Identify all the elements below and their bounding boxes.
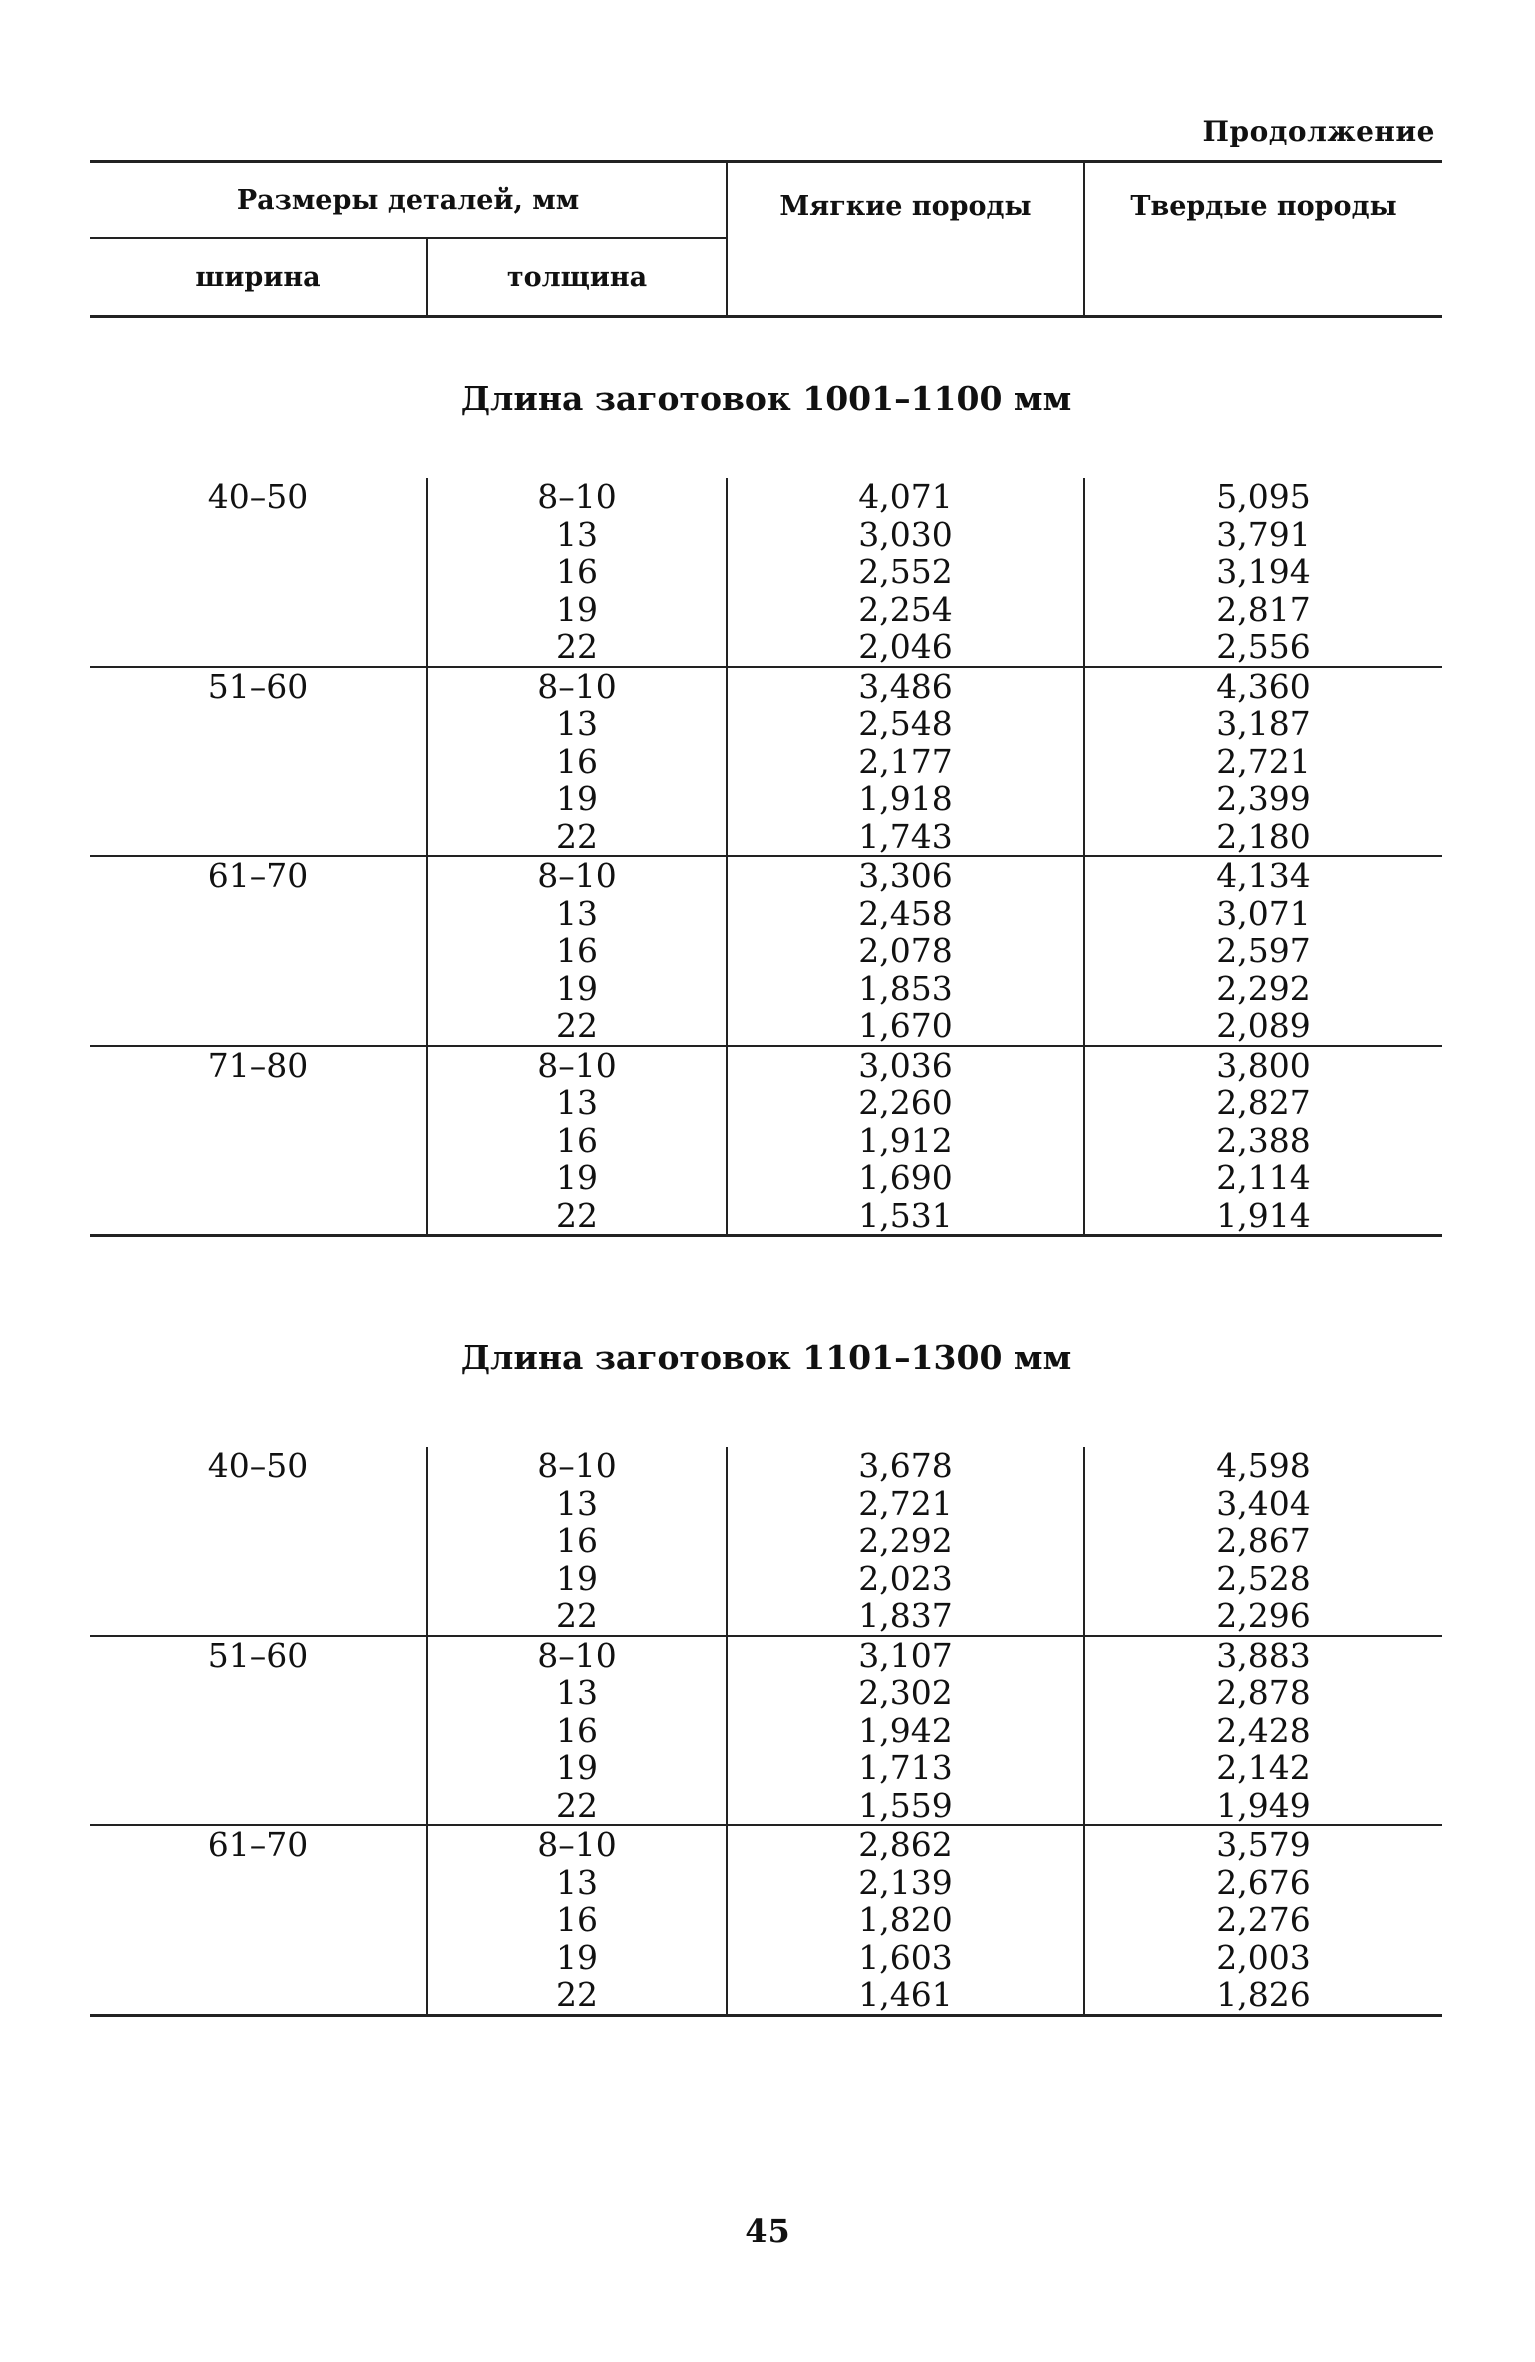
soft-cell (727, 856, 1084, 1046)
soft-value: 2,552 (858, 552, 953, 591)
data-table (90, 160, 1442, 2017)
soft-cell (727, 478, 1084, 667)
thickness-value: 16 (556, 741, 598, 781)
hard-value: 1,826 (1216, 1975, 1311, 2014)
thickness-value: 16 (556, 1900, 598, 1939)
continuation-label: Продолжение (1202, 115, 1435, 148)
hard-cell (1084, 1447, 1442, 1636)
soft-value: 4,071 (858, 477, 953, 516)
soft-value: 2,078 (858, 931, 953, 970)
hard-value: 3,194 (1216, 552, 1311, 591)
thickness-value: 19 (556, 779, 598, 818)
thickness-cell (427, 1636, 727, 1826)
soft-value: 1,531 (858, 1195, 953, 1235)
table-row (90, 1825, 1442, 2015)
thickness-value: 16 (556, 1120, 598, 1160)
hard-value: 2,867 (1216, 1521, 1311, 1560)
header-soft: Мягкие породы (727, 162, 1084, 317)
page-number: 45 (745, 2212, 790, 2250)
hard-value: 3,187 (1216, 704, 1311, 743)
soft-value: 1,713 (858, 1748, 953, 1787)
hard-value: 2,114 (1216, 1158, 1311, 1197)
hard-value: 3,579 (1216, 1825, 1311, 1864)
section-title: Длина заготовок 1101–1300 мм (460, 1337, 1072, 1377)
thickness-cell (427, 856, 727, 1046)
hard-value: 3,071 (1216, 893, 1311, 933)
thickness-value: 22 (556, 1006, 598, 1045)
thickness-value: 13 (556, 1483, 598, 1523)
hard-value: 2,296 (1216, 1596, 1311, 1635)
thickness-cell (427, 1447, 727, 1636)
soft-value: 2,046 (858, 627, 953, 666)
soft-value: 2,721 (858, 1483, 953, 1523)
hard-value: 2,817 (1216, 589, 1311, 629)
header-dimensions: Размеры деталей, мм (90, 162, 727, 239)
hard-value: 2,528 (1216, 1558, 1311, 1598)
thickness-value: 13 (556, 514, 598, 554)
soft-value: 3,036 (858, 1045, 953, 1085)
thickness-value: 8–10 (537, 1635, 617, 1675)
hard-value: 4,134 (1216, 856, 1311, 895)
soft-cell (727, 1636, 1084, 1826)
thickness-value: 16 (556, 1521, 598, 1560)
hard-value: 2,388 (1216, 1120, 1311, 1160)
hard-value: 2,676 (1216, 1862, 1311, 1902)
hard-value: 3,404 (1216, 1483, 1311, 1523)
soft-value: 2,292 (858, 1521, 953, 1560)
hard-cell (1084, 478, 1442, 667)
table-row (90, 667, 1442, 857)
hard-value: 4,598 (1216, 1446, 1311, 1485)
hard-value: 2,597 (1216, 931, 1311, 970)
soft-cell (727, 667, 1084, 857)
thickness-value: 8–10 (537, 1045, 617, 1085)
soft-value: 3,486 (858, 666, 953, 706)
soft-value: 1,461 (858, 1975, 953, 2014)
thickness-value: 8–10 (537, 856, 617, 895)
hard-value: 1,914 (1216, 1195, 1311, 1235)
thickness-value: 13 (556, 1673, 598, 1712)
soft-value: 1,942 (858, 1710, 953, 1750)
thickness-value: 13 (556, 704, 598, 743)
thickness-value: 8–10 (537, 1825, 617, 1864)
thickness-value: 8–10 (537, 477, 617, 516)
header-width: ширина (90, 238, 427, 317)
soft-value: 2,177 (858, 741, 953, 781)
hard-cell (1084, 1825, 1442, 2015)
hard-value: 3,800 (1216, 1045, 1311, 1085)
soft-value: 1,820 (858, 1900, 953, 1939)
thickness-value: 22 (556, 1785, 598, 1825)
hard-value: 2,292 (1216, 968, 1311, 1008)
thickness-value: 19 (556, 1558, 598, 1598)
hard-value: 1,949 (1216, 1785, 1311, 1825)
hard-value: 2,721 (1216, 741, 1311, 781)
thickness-value: 22 (556, 627, 598, 666)
header-hard: Твердые породы (1084, 162, 1442, 317)
soft-value: 2,862 (858, 1825, 953, 1864)
soft-value: 1,912 (858, 1120, 953, 1160)
thickness-value: 22 (556, 1596, 598, 1635)
thickness-cell (427, 1046, 727, 1236)
table-row (90, 856, 1442, 1046)
hard-value: 2,276 (1216, 1900, 1311, 1939)
soft-value: 1,837 (858, 1596, 953, 1635)
thickness-value: 19 (556, 968, 598, 1008)
hard-cell (1084, 856, 1442, 1046)
hard-value: 2,827 (1216, 1083, 1311, 1122)
thickness-value: 16 (556, 552, 598, 591)
soft-value: 3,030 (858, 514, 953, 554)
hard-value: 2,003 (1216, 1937, 1311, 1977)
thickness-value: 8–10 (537, 1446, 617, 1485)
soft-value: 2,023 (858, 1558, 953, 1598)
soft-value: 2,260 (858, 1083, 953, 1122)
soft-value: 2,139 (858, 1862, 953, 1902)
table-row (90, 478, 1442, 667)
width-cell: 40–50 (90, 478, 427, 667)
soft-cell (727, 1825, 1084, 2015)
soft-value: 1,670 (858, 1006, 953, 1045)
hard-value: 5,095 (1216, 477, 1311, 516)
soft-value: 1,918 (858, 779, 953, 818)
thickness-value: 13 (556, 1083, 598, 1122)
hard-value: 3,791 (1216, 514, 1311, 554)
hard-value: 2,180 (1216, 816, 1311, 856)
hard-value: 2,142 (1216, 1748, 1311, 1787)
thickness-value: 16 (556, 931, 598, 970)
soft-value: 3,678 (858, 1446, 953, 1485)
thickness-value: 19 (556, 1748, 598, 1787)
width-cell: 51–60 (90, 667, 427, 857)
hard-cell (1084, 1046, 1442, 1236)
thickness-value: 19 (556, 1158, 598, 1197)
soft-value: 3,107 (858, 1635, 953, 1675)
hard-value: 2,089 (1216, 1006, 1311, 1045)
thickness-value: 22 (556, 816, 598, 856)
soft-value: 1,690 (858, 1158, 953, 1197)
thickness-value: 22 (556, 1195, 598, 1235)
header-thickness: толщина (427, 238, 727, 317)
hard-value: 3,883 (1216, 1635, 1311, 1675)
thickness-value: 8–10 (537, 666, 617, 706)
hard-value: 2,556 (1216, 627, 1311, 666)
thickness-value: 13 (556, 1862, 598, 1902)
table-row (90, 1046, 1442, 1236)
soft-value: 1,853 (858, 968, 953, 1008)
hard-value: 2,428 (1216, 1710, 1311, 1750)
thickness-value: 19 (556, 589, 598, 629)
table-row (90, 1447, 1442, 1636)
soft-value: 2,254 (858, 589, 953, 629)
hard-value: 2,878 (1216, 1673, 1311, 1712)
table-row (90, 1636, 1442, 1826)
width-cell: 61–70 (90, 856, 427, 1046)
thickness-value: 22 (556, 1975, 598, 2014)
width-cell: 71–80 (90, 1046, 427, 1236)
soft-value: 2,548 (858, 704, 953, 743)
thickness-value: 16 (556, 1710, 598, 1750)
thickness-value: 19 (556, 1937, 598, 1977)
soft-value: 1,603 (858, 1937, 953, 1977)
section-title: Длина заготовок 1001–1100 мм (460, 378, 1072, 418)
thickness-cell (427, 478, 727, 667)
width-cell: 61–70 (90, 1825, 427, 2015)
thickness-cell (427, 1825, 727, 2015)
width-cell: 40–50 (90, 1447, 427, 1636)
soft-value: 1,559 (858, 1785, 953, 1825)
soft-cell (727, 1447, 1084, 1636)
hard-cell (1084, 667, 1442, 857)
hard-cell (1084, 1636, 1442, 1826)
hard-value: 2,399 (1216, 779, 1311, 818)
hard-value: 4,360 (1216, 666, 1311, 706)
soft-value: 2,302 (858, 1673, 953, 1712)
thickness-value: 13 (556, 893, 598, 933)
soft-value: 1,743 (858, 816, 953, 856)
soft-cell (727, 1046, 1084, 1236)
soft-value: 2,458 (858, 893, 953, 933)
width-cell: 51–60 (90, 1636, 427, 1826)
soft-value: 3,306 (858, 856, 953, 895)
thickness-cell (427, 667, 727, 857)
